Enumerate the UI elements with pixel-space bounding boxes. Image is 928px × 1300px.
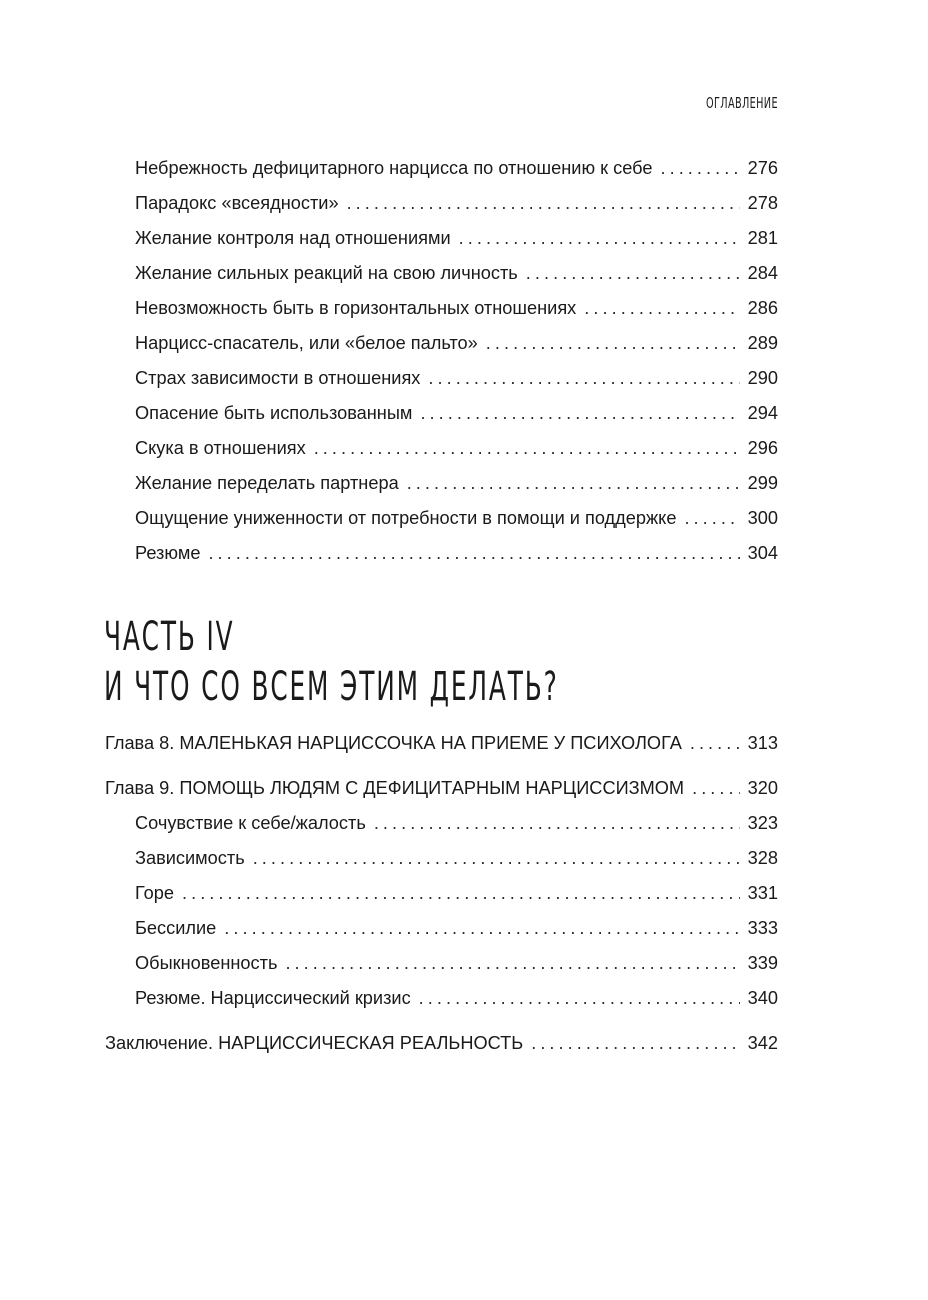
toc-entry[interactable] [135,293,778,323]
dot-leader [531,1028,739,1058]
dot-leader [374,808,740,838]
dot-leader [486,328,740,358]
toc-entry[interactable] [135,433,778,463]
dot-leader [660,153,739,183]
toc-entry-page: 300 [747,508,778,528]
dot-leader [407,468,740,498]
toc-entry-page: 333 [747,918,778,938]
toc-chapter-title: Глава 9. ПОМОЩЬ ЛЮДЯМ С ДЕФИЦИТАРНЫМ НАРЦИССИЗМОМ [105,778,685,798]
toc-conclusion-title: Заключение. НАРЦИССИЧЕСКАЯ РЕАЛЬНОСТЬ [105,1033,524,1053]
toc-entry-page: 284 [747,263,778,283]
toc-entry-title: Парадокс «всеядности» [135,193,339,213]
toc-entry-title: Бессилие [135,918,217,938]
toc-entry[interactable] [135,538,778,568]
toc-entry-page: 299 [747,473,778,493]
dot-leader [692,773,740,803]
toc-entry-title: Сочувствие к себе/жалость [135,813,366,833]
toc-entry[interactable] [135,398,778,428]
toc-chapter-entry[interactable] [105,728,778,758]
toc-entry-title: Ощущение униженности от потребности в помощи и поддержке [135,508,677,528]
toc-entry-page: 294 [747,403,778,423]
toc-entry[interactable] [135,808,778,838]
dot-leader [182,878,740,908]
toc-entry-page: 323 [747,813,778,833]
toc-entry-page: 304 [747,543,778,563]
dot-leader [208,538,739,568]
dot-leader [690,728,740,758]
dot-leader [419,983,740,1013]
toc-chapter-page: 320 [747,778,778,798]
toc-entry[interactable] [135,258,778,288]
dot-leader [420,398,739,428]
toc-entry-title: Страх зависимости в отношениях [135,368,421,388]
toc-entry-page: 331 [747,883,778,903]
toc-entry-page: 328 [747,848,778,868]
toc-entry-title: Скука в отношениях [135,438,306,458]
toc-entry-page: 286 [747,298,778,318]
toc-entry-title: Желание контроля над отношениями [135,228,451,248]
toc-entry[interactable] [135,878,778,908]
toc-entry-title: Горе [135,883,174,903]
running-head: ОГЛАВЛЕНИЕ [706,94,778,112]
dot-leader [584,293,739,323]
toc-entry[interactable] [135,503,778,533]
toc-entry-title: Нарцисс-спасатель, или «белое пальто» [135,333,478,353]
dot-leader [224,913,739,943]
toc-entry[interactable] [135,188,778,218]
part-heading-title: И ЧТО СО ВСЕМ ЭТИМ ДЕЛАТЬ? [104,664,559,710]
toc-entry-title: Резюме. Нарциссический кризис [135,988,411,1008]
toc-entry-title: Желание сильных реакций на свою личность [135,263,518,283]
toc-entry[interactable] [135,363,778,393]
toc-chapter-title: Глава 8. МАЛЕНЬКАЯ НАРЦИССОЧКА НА ПРИЕМЕ У ПСИХОЛОГА [105,733,682,753]
part-heading [104,612,662,712]
toc-chapter-entry[interactable] [105,773,778,803]
toc-entry-page: 289 [747,333,778,353]
toc-entry-title: Обыкновенность [135,953,278,973]
toc-entry[interactable] [135,153,778,183]
toc-entry-title: Опасение быть использованным [135,403,413,423]
toc-entry[interactable] [135,913,778,943]
toc-entry-title: Зависимость [135,848,245,868]
toc-entry-title: Желание переделать партнера [135,473,399,493]
dot-leader [347,188,740,218]
toc-entry[interactable] [135,948,778,978]
dot-leader [285,948,739,978]
toc-entry-title: Невозможность быть в горизонтальных отношениях [135,298,577,318]
toc-entry-page: 339 [747,953,778,973]
toc-entry-page: 278 [747,193,778,213]
dot-leader [253,843,740,873]
toc-entry-page: 281 [747,228,778,248]
part-heading-number: ЧАСТЬ IV [104,614,235,660]
toc-entry-title: Небрежность дефицитарного нарцисса по отношению к себе [135,158,653,178]
toc-conclusion-entry[interactable] [105,1028,778,1058]
toc-chapter-page: 313 [747,733,778,753]
toc-conclusion-page: 342 [747,1033,778,1053]
toc-entry[interactable] [135,328,778,358]
dot-leader [526,258,740,288]
dot-leader [684,503,739,533]
toc-entry[interactable] [135,223,778,253]
dot-leader [428,363,739,393]
toc-entry-page: 290 [747,368,778,388]
toc-entry-title: Резюме [135,543,201,563]
toc-entry-page: 340 [747,988,778,1008]
toc-entry[interactable] [135,468,778,498]
toc-entry-page: 276 [747,158,778,178]
dot-leader [314,433,740,463]
toc-entry-page: 296 [747,438,778,458]
toc-entry[interactable] [135,983,778,1013]
toc-entry[interactable] [135,843,778,873]
dot-leader [459,223,740,253]
